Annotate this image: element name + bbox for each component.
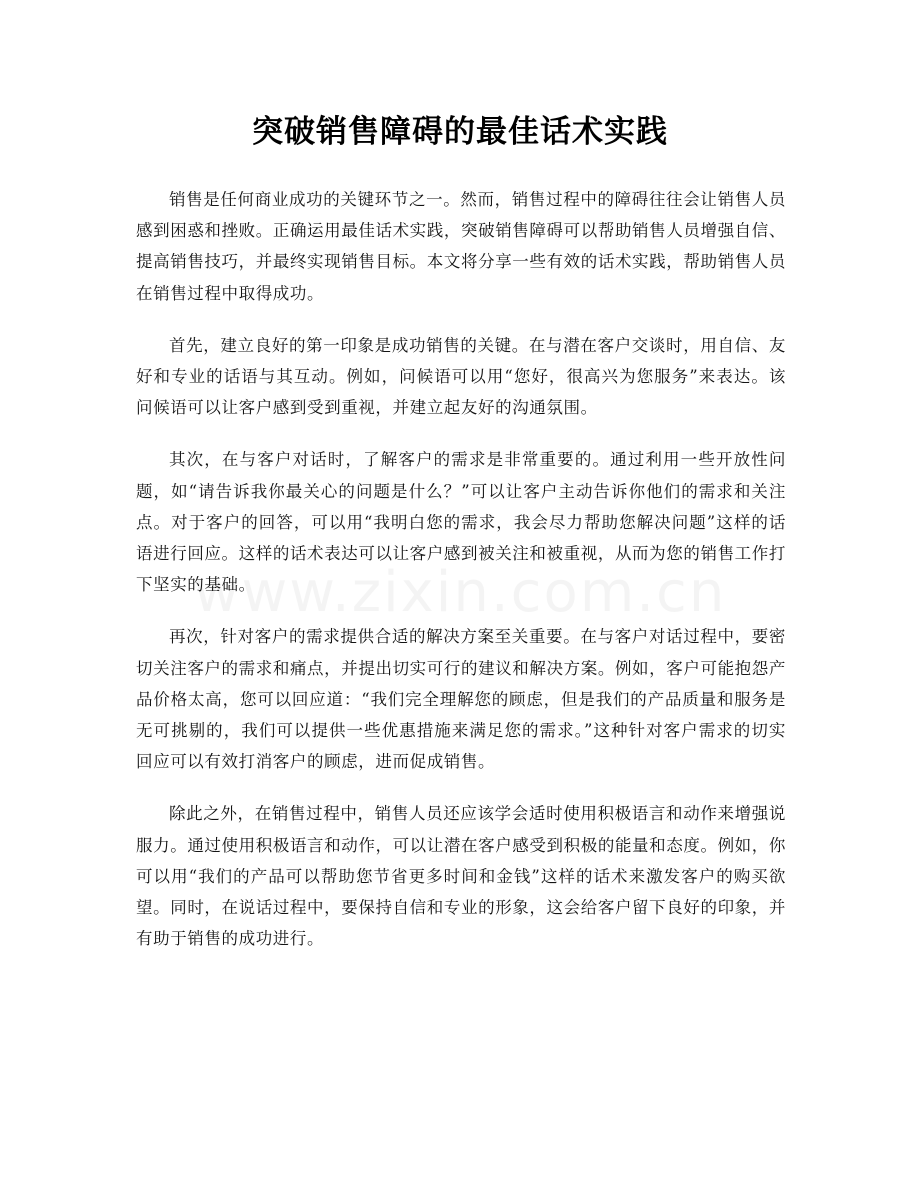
document-body xyxy=(136,184,786,975)
paragraph-first-impression: 首先，建立良好的第一印象是成功销售的关键。在与潜在客户交谈时，用自信、友好和专业的话语与其互动。例如，问候语可以用“您好，很高兴为您服务”来表达。该问候语可以让客户感到受到重视，并建立起友好的沟通氛围。 xyxy=(136,335,786,418)
paragraph-positive-language: 除此之外，在销售过程中，销售人员还应该学会适时使用积极语言和动作来增强说服力。通过使用积极语言和动作，可以让潜在客户感受到积极的能量和态度。例如，你可以用“我们的产品可以帮助您节省更多时间和金钱”这样的话术来激发客户的购买欲望。同时，在说话过程中，要保持自信和专业的形象，这会给客户留下良好的印象，并有助于销售的成功进行。 xyxy=(136,804,786,949)
paragraph-intro: 销售是任何商业成功的关键环节之一。然而，销售过程中的障碍往往会让销售人员感到困惑和挫败。正确运用最佳话术实践，突破销售障碍可以帮助销售人员增强自信、提高销售技巧，并最终实现销售目标。本文将分享一些有效的话术实践，帮助销售人员在销售过程中取得成功。 xyxy=(136,190,786,303)
paragraph-solutions: 再次，针对客户的需求提供合适的解决方案至关重要。在与客户对话过程中，要密切关注客户的需求和痛点，并提出切实可行的建议和解决方案。例如，客户可能抱怨产品价格太高，您可以回应道：“我们完全理解您的顾虑，但是我们的产品质量和服务是无可挑剔的，我们可以提供一些优惠措施来满足您的需求。”这种针对客户需求的切实回应可以有效打消客户的顾虑，进而促成销售。 xyxy=(136,627,786,772)
paragraph-customer-needs: 其次，在与客户对话时，了解客户的需求是非常重要的。通过利用一些开放性问题，如“请告诉我你最关心的问题是什么？”可以让客户主动告诉你他们的需求和关注点。对于客户的回答，可以用“我明白您的需求，我会尽力帮助您解决问题”这样的话语进行回应。这样的话术表达可以让客户感到被关注和被重视，从而为您的销售工作打下坚实的基础。 xyxy=(136,450,786,595)
document-title: 突破销售障碍的最佳话术实践 xyxy=(252,114,668,150)
